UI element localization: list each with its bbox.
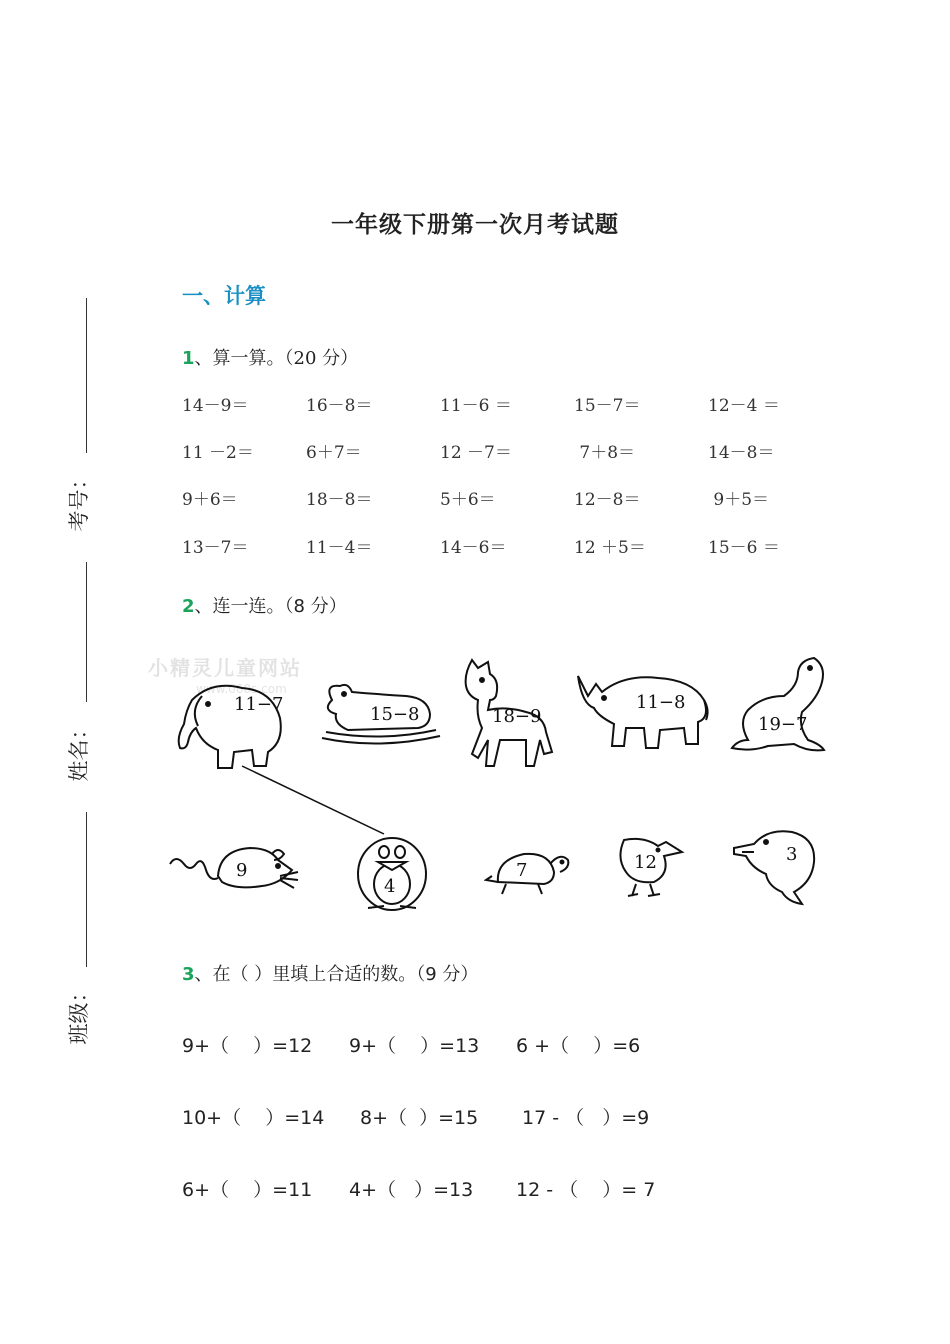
calc-problem[interactable]: 14－6＝ xyxy=(440,538,507,558)
chick-label: 12 xyxy=(634,852,657,873)
calc-problem[interactable]: 16－8＝ xyxy=(306,396,373,416)
watermark-url: www.060s.com xyxy=(196,682,287,696)
question-number: 2 xyxy=(182,596,195,617)
calc-problem[interactable]: 14－9＝ xyxy=(182,396,249,416)
question-2-heading xyxy=(182,592,347,618)
question-text: 、连一连。（8 分） xyxy=(194,596,347,617)
fill-in-problem[interactable]: 9+（ ）=12 xyxy=(182,1035,313,1057)
turtle-picture[interactable] xyxy=(484,846,572,896)
binding-line xyxy=(86,812,87,967)
elephant-label: 11−7 xyxy=(234,694,284,715)
question-3-heading xyxy=(182,960,478,986)
penguin-picture[interactable] xyxy=(348,832,436,912)
fill-in-problem[interactable]: 6+（ ）=11 xyxy=(182,1179,313,1201)
rhino-label: 11−8 xyxy=(636,692,686,713)
example-connection-line xyxy=(240,764,390,838)
calc-problem[interactable]: 11 －2＝ xyxy=(182,443,254,463)
elephant-picture[interactable] xyxy=(172,680,290,772)
class-label: 班级： xyxy=(67,981,91,1045)
question-text: 、在（ ）里填上合适的数。（9 分） xyxy=(194,964,479,985)
calc-row xyxy=(182,485,882,515)
exam-number-label: 考号： xyxy=(67,468,91,532)
calc-problem[interactable]: 12－4 ＝ xyxy=(708,396,780,416)
fill-in-problem[interactable]: 6 +（ ）=6 xyxy=(516,1035,641,1057)
seal-label: 19−7 xyxy=(758,714,808,735)
calc-problem[interactable]: 7＋8＝ xyxy=(574,443,636,463)
calc-problem[interactable]: 12 ＋5＝ xyxy=(574,538,646,558)
calc-problem[interactable]: 9＋5＝ xyxy=(708,490,770,510)
question-number: 1 xyxy=(182,348,195,369)
rhino-picture[interactable] xyxy=(574,670,712,752)
fill-in-problem[interactable]: 4+（ ）=13 xyxy=(349,1179,474,1201)
fill-in-row xyxy=(182,1103,882,1133)
dolphin-label: 3 xyxy=(786,844,798,865)
fill-in-problem[interactable]: 9+（ ）=13 xyxy=(349,1035,480,1057)
dolphin-picture[interactable] xyxy=(732,826,818,908)
mouse-picture[interactable] xyxy=(166,840,300,906)
section-heading: 一、计算 xyxy=(182,284,266,308)
fill-in-problem[interactable]: 12 - （ ）= 7 xyxy=(516,1179,656,1201)
calc-problem[interactable]: 11－6 ＝ xyxy=(440,396,512,416)
mouse-label: 9 xyxy=(236,860,248,881)
hippo-picture[interactable] xyxy=(318,680,446,748)
page-title: 一年级下册第一次月考试题 xyxy=(331,212,619,238)
calc-problem[interactable]: 18－8＝ xyxy=(306,490,373,510)
binding-line xyxy=(86,562,87,702)
calc-row xyxy=(182,533,882,563)
chick-picture[interactable] xyxy=(614,834,686,900)
seal-picture[interactable] xyxy=(728,656,832,756)
penguin-label: 4 xyxy=(384,876,396,897)
calc-row xyxy=(182,391,882,421)
name-label: 姓名： xyxy=(67,718,91,782)
calc-problem[interactable]: 15－6 ＝ xyxy=(708,538,780,558)
fill-in-problem[interactable]: 8+（ ）=15 xyxy=(360,1107,479,1129)
horse-picture[interactable] xyxy=(460,656,558,770)
calc-problem[interactable]: 13－7＝ xyxy=(182,538,249,558)
fill-in-problem[interactable]: 17 - （ ）=9 xyxy=(522,1107,650,1129)
calc-problem[interactable]: 12－8＝ xyxy=(574,490,641,510)
question-1-heading xyxy=(182,344,358,370)
fill-in-problem[interactable]: 10+（ ）=14 xyxy=(182,1107,325,1129)
calc-problem[interactable]: 9＋6＝ xyxy=(182,490,238,510)
watermark: 小精灵儿童网站 xyxy=(148,656,302,680)
calc-problem[interactable]: 6＋7＝ xyxy=(306,443,362,463)
binding-line xyxy=(86,298,87,453)
calc-problem[interactable]: 12 －7＝ xyxy=(440,443,512,463)
question-text: 、算一算。（20 分） xyxy=(194,348,359,369)
calc-problem[interactable]: 11－4＝ xyxy=(306,538,373,558)
hippo-label: 15−8 xyxy=(370,704,420,725)
calc-problem[interactable]: 14－8＝ xyxy=(708,443,775,463)
calc-row xyxy=(182,438,882,468)
fill-in-row xyxy=(182,1031,882,1061)
turtle-label: 7 xyxy=(516,860,528,881)
fill-in-row xyxy=(182,1175,882,1205)
question-number: 3 xyxy=(182,964,195,985)
calc-problem[interactable]: 15－7＝ xyxy=(574,396,641,416)
calc-problem[interactable]: 5＋6＝ xyxy=(440,490,496,510)
horse-label: 18−9 xyxy=(492,706,542,727)
